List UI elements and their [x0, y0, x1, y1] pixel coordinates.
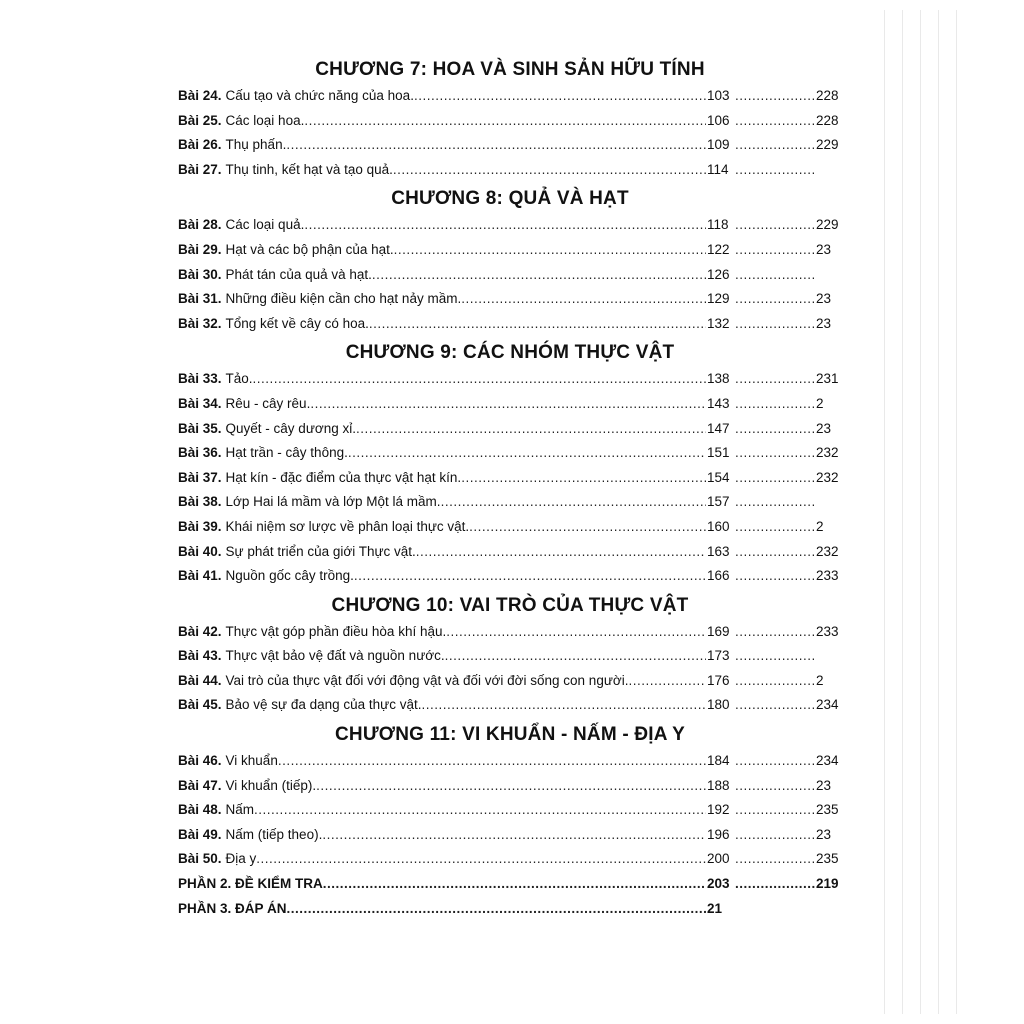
- part-entry: [178, 872, 842, 897]
- lesson-page: 118: [707, 217, 729, 233]
- dot-leader: [253, 367, 706, 392]
- answer-page: 23: [816, 420, 832, 436]
- dot-leader: [735, 490, 815, 515]
- dot-leader: [394, 238, 706, 263]
- lesson-number: Bài 35.: [178, 420, 222, 436]
- dot-leader: [735, 392, 815, 417]
- lesson-page: 151: [707, 445, 730, 461]
- lesson-page: 132: [707, 315, 730, 331]
- answer-page: 235: [816, 851, 839, 867]
- lesson-title: Nấm: [225, 802, 255, 818]
- dot-leader: [278, 749, 706, 774]
- dot-leader: [304, 109, 706, 134]
- dot-leader: [421, 693, 706, 718]
- lesson-page: 138: [707, 371, 730, 387]
- part-page: 21: [707, 900, 723, 916]
- lesson-title: Bảo vệ sự đa dạng của thực vật.: [225, 697, 422, 713]
- answer-page: 228: [816, 112, 839, 128]
- answer-page: 231: [816, 371, 839, 387]
- lesson-page: 184: [707, 753, 730, 769]
- dot-leader: [286, 133, 706, 158]
- lesson-page: 129: [707, 291, 730, 307]
- answer-page: 229: [816, 217, 839, 233]
- dot-leader: [254, 798, 706, 823]
- lesson-page: 192: [707, 802, 730, 818]
- toc-entry: [178, 466, 842, 491]
- dot-leader: [735, 564, 815, 589]
- lesson-page: 122: [707, 241, 730, 257]
- lesson-title: Thực vật bảo vệ đất và nguồn nước.: [225, 648, 445, 664]
- dot-leader: [323, 872, 706, 897]
- dot-leader: [393, 158, 706, 183]
- lesson-page: 126: [707, 266, 730, 282]
- lesson-title: Khái niệm sơ lược về phân loại thực vật.: [225, 518, 470, 534]
- part-entry: [178, 897, 842, 922]
- dot-leader: [735, 620, 815, 645]
- dot-leader: [735, 515, 815, 540]
- answer-page: 229: [816, 137, 839, 153]
- dot-leader: [310, 392, 706, 417]
- answer-page: 2: [816, 672, 824, 688]
- dot-leader: [735, 798, 815, 823]
- lesson-title: Các loại quả.: [225, 217, 305, 233]
- lesson-number: Bài 48.: [178, 802, 222, 818]
- lesson-number: Bài 29.: [178, 241, 222, 257]
- lesson-number: Bài 41.: [178, 568, 222, 584]
- lesson-page: 196: [707, 826, 730, 842]
- part-title: PHẦN 2. ĐỀ KIỂM TRA: [178, 876, 323, 892]
- dot-leader: [735, 774, 815, 799]
- chapter-heading: CHƯƠNG 10: VAI TRÒ CỦA THỰC VẬT: [331, 594, 689, 616]
- lesson-number: Bài 30.: [178, 266, 222, 282]
- dot-leader: [304, 213, 706, 238]
- lesson-page: 114: [707, 161, 729, 177]
- toc-entry: [178, 109, 842, 134]
- lesson-title: Vi khuẩn (tiếp).: [225, 777, 317, 793]
- lesson-title: Hạt và các bộ phận của hạt.: [225, 241, 394, 257]
- dot-leader: [735, 644, 815, 669]
- toc-entry: [178, 287, 842, 312]
- lesson-number: Bài 50.: [178, 851, 222, 867]
- toc-entry: [178, 669, 842, 694]
- lesson-page: 103: [707, 88, 730, 103]
- lesson-title: Hạt kín - đặc điểm của thực vật hạt kín.: [225, 469, 462, 485]
- toc-entry: [178, 774, 842, 799]
- dot-leader: [735, 213, 815, 238]
- part-page: 203: [707, 876, 730, 892]
- lesson-title: Quyết - cây dương xỉ.: [225, 420, 356, 436]
- lesson-page: 109: [707, 137, 730, 153]
- dot-leader: [735, 133, 815, 158]
- toc-entry: [178, 417, 842, 442]
- answer-page: 23: [816, 291, 832, 307]
- dot-leader: [735, 540, 815, 565]
- dot-leader: [316, 774, 706, 799]
- lesson-number: Bài 24.: [178, 88, 222, 103]
- lesson-page: 169: [707, 623, 730, 639]
- dot-leader: [735, 693, 815, 718]
- lesson-title: Tổng kết về cây có hoa.: [225, 315, 369, 331]
- toc-entry: [178, 367, 842, 392]
- dot-leader: [735, 367, 815, 392]
- lesson-page: 106: [707, 112, 730, 128]
- answer-page: 235: [816, 802, 839, 818]
- dot-leader: [446, 620, 706, 645]
- dot-leader: [735, 823, 815, 848]
- lesson-title: Nấm (tiếp theo).: [225, 826, 323, 842]
- toc-entry: [178, 490, 842, 515]
- lesson-number: Bài 38.: [178, 494, 222, 510]
- toc-entry: [178, 693, 842, 718]
- lesson-page: 157: [707, 494, 730, 510]
- toc-entry: [178, 441, 842, 466]
- lesson-number: Bài 49.: [178, 826, 222, 842]
- lesson-number: Bài 39.: [178, 518, 222, 534]
- lesson-title: Lớp Hai lá mầm và lớp Một lá mầm.: [225, 494, 441, 510]
- toc-entry: [178, 515, 842, 540]
- lesson-title: Cấu tạo và chức năng của hoa.: [225, 88, 414, 103]
- dot-leader: [735, 109, 815, 134]
- lesson-number: Bài 42.: [178, 623, 222, 639]
- toc-entry: [178, 263, 842, 288]
- dot-leader: [735, 749, 815, 774]
- dot-leader: [414, 84, 706, 109]
- dot-leader: [441, 490, 706, 515]
- page-edge-lines: [864, 10, 1024, 1014]
- lesson-number: Bài 31.: [178, 291, 222, 307]
- answer-page: 23: [816, 315, 832, 331]
- lesson-page: 166: [707, 568, 730, 584]
- lesson-number: Bài 40.: [178, 543, 222, 559]
- lesson-number: Bài 34.: [178, 395, 222, 411]
- dot-leader: [356, 417, 706, 442]
- lesson-title: Nguồn gốc cây trồng.: [225, 568, 354, 584]
- lesson-number: Bài 47.: [178, 777, 222, 793]
- lesson-page: 188: [707, 777, 730, 793]
- dot-leader: [369, 312, 706, 337]
- lesson-number: Bài 28.: [178, 217, 222, 233]
- lesson-title: Thụ tinh, kết hạt và tạo quả.: [225, 161, 393, 177]
- answer-page: 232: [816, 469, 839, 485]
- dot-leader: [735, 263, 815, 288]
- lesson-title: Những điều kiện cần cho hạt nảy mầm.: [225, 291, 462, 307]
- answer-page: 234: [816, 697, 839, 713]
- lesson-page: 163: [707, 543, 730, 559]
- toc-entry: [178, 392, 842, 417]
- lesson-page: 147: [707, 420, 730, 436]
- lesson-number: Bài 25.: [178, 112, 222, 128]
- lesson-title: Sự phát triển của giới Thực vật.: [225, 543, 416, 559]
- toc-entry: [178, 213, 842, 238]
- answer-page: 234: [816, 753, 839, 769]
- answer-page: 23: [816, 777, 832, 793]
- lesson-title: Vi khuẩn: [225, 753, 278, 769]
- lesson-title: Tảo.: [225, 371, 253, 387]
- lesson-page: 154: [707, 469, 730, 485]
- dot-leader: [735, 312, 815, 337]
- dot-leader: [469, 515, 706, 540]
- lesson-page: 160: [707, 518, 730, 534]
- lesson-page: 176: [707, 672, 730, 688]
- dot-leader: [628, 669, 706, 694]
- dot-leader: [322, 823, 706, 848]
- lesson-page: 173: [707, 648, 730, 664]
- lesson-number: Bài 45.: [178, 697, 222, 713]
- dot-leader: [735, 441, 815, 466]
- lesson-title: Các loại hoa.: [225, 112, 305, 128]
- answer-page: 232: [816, 543, 839, 559]
- chapter-heading: CHƯƠNG 11: VI KHUẨN - NẤM - ĐỊA Y: [335, 724, 685, 746]
- toc-entry: [178, 798, 842, 823]
- part-answer-page: 219: [816, 876, 839, 892]
- answer-page: 228: [816, 88, 839, 103]
- lesson-number: Bài 46.: [178, 753, 222, 769]
- lesson-title: Thực vật góp phần điều hòa khí hậu.: [225, 623, 447, 639]
- toc-entry: [178, 823, 842, 848]
- answer-page: 23: [816, 241, 832, 257]
- lesson-number: Bài 26.: [178, 137, 222, 153]
- toc-entry: [178, 644, 842, 669]
- dot-leader: [735, 669, 815, 694]
- dot-leader: [445, 644, 706, 669]
- lesson-title: Vai trò của thực vật đối với động vật và đối với đời sống con người.: [225, 672, 629, 688]
- dot-leader: [735, 238, 815, 263]
- dot-leader: [416, 540, 706, 565]
- answer-page: 233: [816, 568, 839, 584]
- answer-page: 232: [816, 445, 839, 461]
- dot-leader: [735, 847, 815, 872]
- toc-entry: [178, 312, 842, 337]
- lesson-title: Hạt trần - cây thông.: [225, 445, 348, 461]
- toc-entry: [178, 133, 842, 158]
- lesson-number: Bài 37.: [178, 469, 222, 485]
- toc-entry: [178, 84, 842, 109]
- dot-leader: [735, 287, 815, 312]
- lesson-title: Địa y: [225, 851, 257, 867]
- lesson-title: Rêu - cây rêu.: [225, 395, 311, 411]
- lesson-number: Bài 32.: [178, 315, 222, 331]
- lesson-number: Bài 27.: [178, 161, 222, 177]
- toc-entry: [178, 749, 842, 774]
- lesson-page: 180: [707, 697, 730, 713]
- lesson-number: Bài 43.: [178, 648, 222, 664]
- toc-entry: [178, 540, 842, 565]
- lesson-title: Thụ phấn.: [225, 137, 287, 153]
- lesson-number: Bài 36.: [178, 445, 222, 461]
- dot-leader: [287, 897, 706, 922]
- lesson-page: 200: [707, 851, 730, 867]
- toc-entry: [178, 847, 842, 872]
- dot-leader: [461, 287, 706, 312]
- answer-page: 23: [816, 826, 832, 842]
- dot-leader: [256, 847, 706, 872]
- answer-page: 2: [816, 518, 824, 534]
- lesson-title: Phát tán của quả và hạt.: [225, 266, 372, 282]
- table-of-contents: [178, 56, 842, 921]
- dot-leader: [461, 466, 706, 491]
- dot-leader: [348, 441, 706, 466]
- toc-entry: [178, 620, 842, 645]
- dot-leader: [372, 263, 706, 288]
- dot-leader: [354, 564, 706, 589]
- toc-entry: [178, 158, 842, 183]
- toc-entry: [178, 238, 842, 263]
- dot-leader: [735, 84, 815, 109]
- chapter-heading: CHƯƠNG 8: QUẢ VÀ HẠT: [391, 188, 629, 210]
- lesson-number: Bài 44.: [178, 672, 222, 688]
- dot-leader: [735, 417, 815, 442]
- chapter-heading: CHƯƠNG 7: HOA VÀ SINH SẢN HỮU TÍNH: [315, 59, 705, 80]
- lesson-number: Bài 33.: [178, 371, 222, 387]
- answer-page: 233: [816, 623, 839, 639]
- lesson-page: 143: [707, 395, 730, 411]
- answer-page: 2: [816, 395, 824, 411]
- dot-leader: [735, 466, 815, 491]
- part-title: PHẦN 3. ĐÁP ÁN: [178, 900, 287, 916]
- toc-entry: [178, 564, 842, 589]
- dot-leader: [735, 158, 815, 183]
- dot-leader: [735, 872, 815, 897]
- chapter-heading: CHƯƠNG 9: CÁC NHÓM THỰC VẬT: [345, 342, 675, 364]
